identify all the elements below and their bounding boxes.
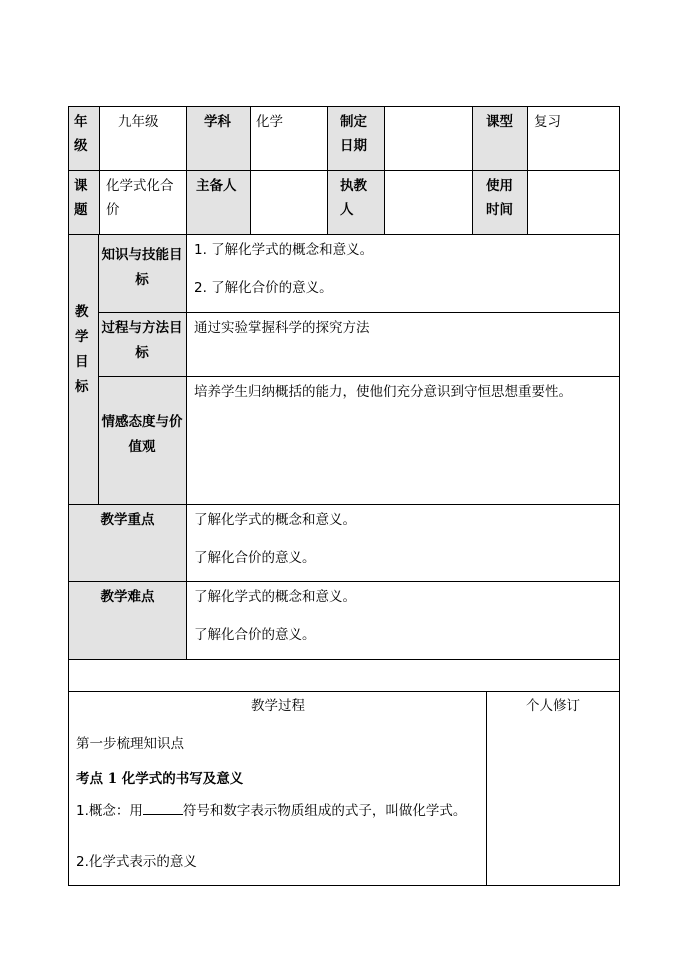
difficult-label: 教学难点 xyxy=(100,589,155,605)
keypoints-item-1: 了解化学式的概念和意义。 xyxy=(194,512,356,528)
rule-goals-end xyxy=(69,504,620,505)
type-label: 课型 xyxy=(486,114,513,130)
subject-value: 化学 xyxy=(256,114,283,130)
goals-label: 教学目标 xyxy=(75,304,89,395)
rule-difficult-end xyxy=(69,659,620,660)
rule-goal1 xyxy=(98,312,620,313)
emotion-text: 培养学生归纳概括的能力，使他们充分意识到守恒思想重要性。 xyxy=(194,384,572,400)
difficult-item-1: 了解化学式的概念和意义。 xyxy=(194,589,356,605)
rule-c4 xyxy=(327,106,328,235)
knowledge-item-2: 2. 了解化合价的意义。 xyxy=(194,280,333,296)
rule-row1 xyxy=(69,170,620,171)
step1-text: 第一步梳理知识点 xyxy=(76,736,184,752)
knowledge-label: 知识与技能目标 xyxy=(101,247,183,288)
keypoints-item-2: 了解化合价的意义。 xyxy=(194,550,316,566)
rule-row2 xyxy=(69,234,620,235)
topic-value: 化学式化合价 xyxy=(106,178,174,218)
rule-c3 xyxy=(250,106,251,235)
rule-left xyxy=(68,106,69,886)
kaodian-title: 考点 1 化学式的书写及意义 xyxy=(76,771,244,787)
concept-prefix: 1.概念：用 xyxy=(76,803,143,819)
rule-blank-row-end xyxy=(69,691,620,692)
keypoints-label: 教学重点 xyxy=(100,512,155,528)
preparer-label: 主备人 xyxy=(196,178,237,194)
concept-text xyxy=(76,799,476,822)
rule-c5 xyxy=(384,106,385,235)
usetime-label: 使用时间 xyxy=(486,178,513,218)
rule-c6 xyxy=(472,106,473,235)
meaning-text: 2.化学式表示的意义 xyxy=(76,854,197,870)
rule-c1 xyxy=(99,106,100,235)
grade-value: 九年级 xyxy=(118,114,159,130)
difficult-item-2: 了解化合价的意义。 xyxy=(194,627,316,643)
knowledge-item-1: 1. 了解化学式的概念和意义。 xyxy=(194,242,374,258)
rule-keypoints-end xyxy=(69,581,620,582)
process-header: 教学过程 xyxy=(251,698,305,714)
rule-right xyxy=(619,106,620,886)
rule-c2 xyxy=(186,106,187,660)
subject-label: 学科 xyxy=(204,114,231,130)
teacher-label: 执教人 xyxy=(340,178,367,218)
rule-process-split xyxy=(486,691,487,886)
process-label: 过程与方法目标 xyxy=(101,320,183,361)
date-label: 制定日期 xyxy=(340,114,367,154)
rule-c7 xyxy=(527,106,528,235)
rule-top xyxy=(69,106,620,107)
topic-label: 课题 xyxy=(74,178,88,218)
emotion-label: 情感态度与价值观 xyxy=(101,414,183,455)
concept-blank xyxy=(143,799,183,815)
rule-bottom xyxy=(69,885,620,886)
rule-goals-inner xyxy=(98,235,99,505)
grade-label: 年级 xyxy=(74,114,88,154)
rule-goal2 xyxy=(98,376,620,377)
concept-suffix: 符号和数字表示物质组成的式子，叫做化学式。 xyxy=(182,803,467,819)
process-text: 通过实验掌握科学的探究方法 xyxy=(194,320,370,336)
revision-header: 个人修订 xyxy=(526,698,580,714)
type-value: 复习 xyxy=(534,114,561,130)
